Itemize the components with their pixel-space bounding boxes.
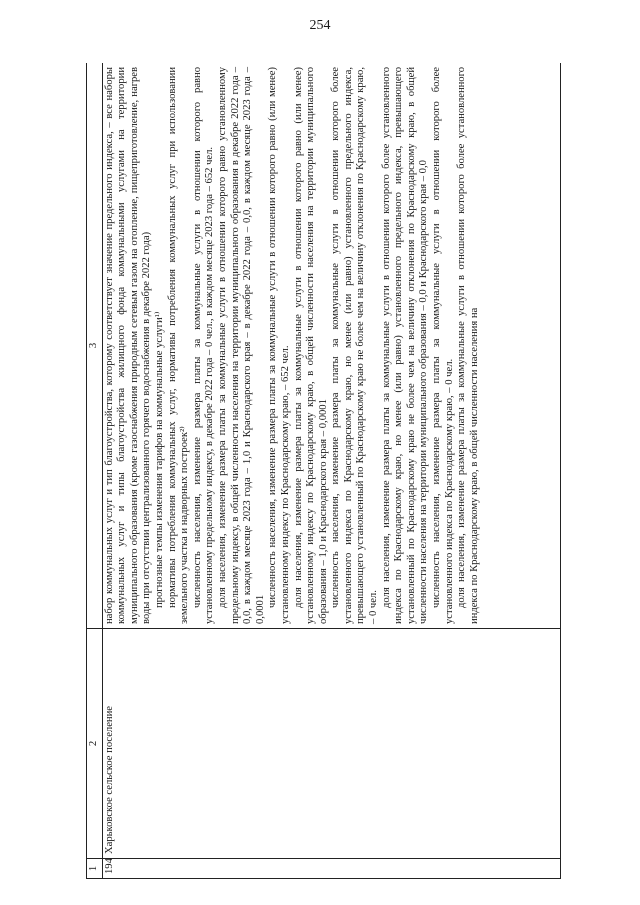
paragraph-population-above-regional: численность населения, изменение размера платы за коммунальные услуги в отношении которого более установленного индекса по Краснодарскому краю, но менее (или равно) установленного предельного индекса, превышающего установленный по Краснодарскому краю не более чем на величину отклонения по Краснодарскому краю, – 0 чел.: [330, 67, 380, 624]
row-description: [102, 63, 560, 629]
rotated-table-area: [86, 63, 586, 879]
column-number-3: 3: [87, 63, 103, 629]
row-number: 194: [102, 859, 560, 879]
paragraph-share-regional-index: доля населения, изменение размера платы за коммунальные услуги в отношении которого равно (или менее) установленному индексу по Краснодарскому краю, в общей численности населения на территории муниципального образования – 1,0 и Краснодарского края – 0,0001: [292, 67, 329, 624]
column-number-2: 2: [87, 629, 103, 859]
paragraph-population-regional-index: численность населения, изменение размера платы за коммунальные услуги в отношении которого равно (или менее) установленному индексу по Краснодарскому краю, – 652 чел.: [267, 67, 291, 624]
landscape-table-container: [86, 63, 586, 879]
settlement-name: Харьковское сельское поселение: [102, 629, 560, 859]
settlement-table: [86, 63, 561, 879]
column-number-1: 1: [87, 859, 103, 879]
paragraph-population-above-index: численность населения, изменение размера платы за коммунальные услуги в отношении которого более установленного индекса по Краснодарскому краю, – 0 чел.: [431, 67, 455, 624]
paragraph-share-above-regional: доля населения, изменение размера платы за коммунальные услуги в отношении которого более установленного индекса по Краснодарскому краю, но менее (или равно) установленного предельного индекса, превышающего установленный по Краснодарскому краю не более чем на величину отклонения по Краснодарскому краю, в общей численности населения на территории муниципального образования – 0,0 и Краснодарского края – 0,0: [380, 67, 430, 624]
paragraph-share-above-index: доля населения, изменение размера платы за коммунальные услуги в отношении которого более установленного индекса по Краснодарскому краю, в общей численности населения на: [456, 67, 480, 624]
paragraph-service-set: набор коммунальных услуг и тип благоустройства, которому соответствует значение предельного индекса, – все наборы коммунальных услуг и типы благоустройства жилищного фонда коммунальными услугами на территории муниципального образования (кроме газоснабжения природным сетевым газом на отопление, пищеприготовление, нагрев воды при отсутствии централизованного горячего водоснабжения в декабре 2022 года): [103, 67, 153, 624]
table-row: [102, 63, 560, 879]
paragraph-share-equal-index: доля населения, изменение размера платы за коммунальные услуги в отношении которого равно установленному предельному индексу, в общей численности населения на территории муниципального образования в декабре 2022 года – 0,0, в каждом месяце 2023 года – 1,0 и Краснодарского края – в декабре 2022 года – 0,0, в каждом месяце 2023 года – 0,0001: [216, 67, 266, 624]
paragraph-tariff-rates: прогнозные темпы изменения тарифов на коммунальные услуги¹⁾: [153, 311, 165, 608]
column-number-row: [87, 63, 103, 879]
paragraph-consumption-norms: нормативы потребления коммунальных услуг, нормативы потребления коммунальных услуг при использовании земельного участка и надворных построек²⁾: [166, 67, 191, 624]
paragraph-population-equal-index: численность населения, изменение размера платы за коммунальные услуги в отношении которого равно установленному предельному индексу, в декабре 2022 года – 0 чел., в каждом месяце 2023 года – 652 чел.: [191, 67, 216, 624]
page-number: 254: [309, 18, 331, 33]
